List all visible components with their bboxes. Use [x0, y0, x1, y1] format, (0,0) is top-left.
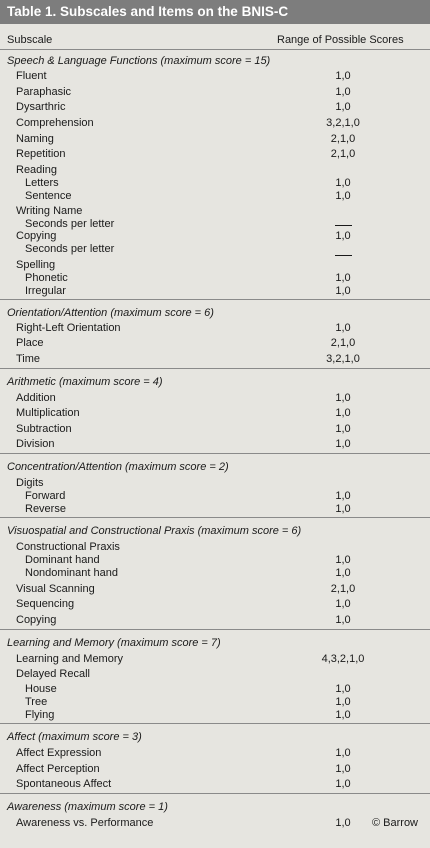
item-label: Constructional Praxis [16, 541, 120, 553]
item-label: Repetition [16, 148, 66, 160]
score-range: 1,0 [335, 86, 351, 98]
item-label: Spontaneous Affect [16, 778, 112, 790]
table-row [0, 85, 430, 100]
item-label: Right-Left Orientation [16, 322, 121, 334]
score-range: 1,0 [335, 101, 351, 113]
item-label: Place [16, 337, 44, 349]
score-range: 1,0 [335, 554, 351, 566]
item-label: Reading [16, 164, 57, 176]
table-row [0, 100, 430, 115]
item-label: Spelling [16, 259, 56, 271]
score-range: 1,0 [335, 614, 351, 626]
table-row [0, 422, 430, 437]
score-range: 3,2,1,0 [326, 117, 360, 129]
item-label: Fluent [16, 70, 47, 82]
score-range: 2,1,0 [330, 337, 356, 349]
item-label: Subtraction [16, 423, 72, 435]
table-row [0, 652, 430, 667]
item-label: Phonetic [25, 272, 68, 284]
score-range: 1,0 [335, 817, 351, 829]
item-label: Forward [25, 490, 66, 502]
score-range: 1,0 [335, 272, 351, 284]
item-label: Awareness vs. Performance [16, 817, 154, 829]
score-range: 1,0 [335, 423, 351, 435]
table-row [0, 746, 430, 761]
table-row [0, 708, 430, 723]
score-range: 1,0 [335, 503, 351, 515]
section-heading [0, 636, 430, 651]
table-row [0, 391, 430, 406]
score-range: 1,0 [335, 709, 351, 721]
section-heading [0, 54, 430, 69]
score-range: 1,0 [335, 438, 351, 450]
item-label: Division [16, 438, 55, 450]
score-range: 3,2,1,0 [326, 353, 360, 365]
item-label: Sentence [25, 190, 72, 202]
score-range: 1,0 [335, 322, 351, 334]
table-row [0, 242, 430, 257]
table-row [0, 613, 430, 628]
section-heading [0, 730, 430, 745]
table-row [0, 189, 430, 204]
fill-in-line [335, 255, 352, 256]
table-row [0, 69, 430, 84]
score-range: 1,0 [335, 683, 351, 695]
table-row [0, 582, 430, 597]
section-divider [0, 453, 430, 454]
item-label: Comprehension [16, 117, 94, 129]
item-label: Nondominant hand [25, 567, 118, 579]
section-title: Learning and Memory (maximum score = 7) [7, 637, 221, 649]
item-label: Irregular [25, 285, 66, 297]
score-range: 1,0 [335, 598, 351, 610]
item-label: Time [16, 353, 41, 365]
table-title: Table 1. Subscales and Items on the BNIS-C [0, 0, 430, 24]
table-row [0, 406, 430, 421]
item-label: Sequencing [16, 598, 75, 610]
copyright-notice: © Barrow [372, 817, 419, 829]
section-heading [0, 460, 430, 475]
score-range: 1,0 [335, 190, 351, 202]
score-range: 1,0 [335, 392, 351, 404]
section-title: Speech & Language Functions (maximum score = 15) [7, 55, 271, 67]
table-row [0, 336, 430, 351]
section-divider [0, 299, 430, 300]
score-range: 1,0 [335, 490, 351, 502]
section-title: Arithmetic (maximum score = 4) [7, 376, 163, 388]
section-divider [0, 629, 430, 630]
item-label: Tree [25, 696, 48, 708]
section-title: Affect (maximum score = 3) [7, 731, 142, 743]
table-row [0, 352, 430, 367]
score-range: 1,0 [335, 778, 351, 790]
score-range: 1,0 [335, 747, 351, 759]
score-range: 2,1,0 [330, 133, 356, 145]
table-row [0, 437, 430, 452]
item-label: Naming [16, 133, 54, 145]
table-row [0, 816, 430, 831]
item-label: Addition [16, 392, 56, 404]
section-divider [0, 368, 430, 369]
item-label: Writing Name [16, 205, 83, 217]
table-row [0, 321, 430, 336]
item-label: Copying [16, 230, 57, 242]
table-row [0, 116, 430, 131]
section-heading [0, 800, 430, 815]
item-label: Multiplication [16, 407, 80, 419]
section-divider [0, 517, 430, 518]
fill-in-line [335, 225, 352, 226]
table-header [0, 31, 430, 50]
item-label: Letters [25, 177, 59, 189]
item-label: House [25, 683, 57, 695]
section-title: Awareness (maximum score = 1) [7, 801, 168, 813]
score-range: 1,0 [335, 407, 351, 419]
section-title: Orientation/Attention (maximum score = 6) [7, 307, 214, 319]
section-heading [0, 524, 430, 539]
item-label: Digits [16, 477, 44, 489]
range-column-header: Range of Possible Scores [277, 34, 404, 46]
item-label: Paraphasic [16, 86, 72, 98]
item-label: Affect Expression [16, 747, 102, 759]
table-row [0, 597, 430, 612]
score-range: 1,0 [335, 763, 351, 775]
score-range: 1,0 [335, 70, 351, 82]
item-label: Reverse [25, 503, 66, 515]
section-heading [0, 306, 430, 321]
table-row [0, 566, 430, 581]
item-label: Flying [25, 709, 55, 721]
table-row [0, 502, 430, 517]
item-label: Seconds per letter [25, 218, 115, 230]
item-label: Visual Scanning [16, 583, 95, 595]
score-range: 1,0 [335, 177, 351, 189]
table-row [0, 777, 430, 792]
table-row [0, 132, 430, 147]
section-divider [0, 793, 430, 794]
table-row [0, 667, 430, 682]
item-label: Delayed Recall [16, 668, 90, 680]
section-heading [0, 375, 430, 390]
table-row [0, 147, 430, 162]
score-range: 1,0 [335, 696, 351, 708]
table-row [0, 284, 430, 299]
item-label: Copying [16, 614, 57, 626]
score-range: 4,3,2,1,0 [321, 653, 365, 665]
item-label: Dominant hand [25, 554, 100, 566]
item-label: Dysarthric [16, 101, 66, 113]
item-label: Seconds per letter [25, 243, 115, 255]
section-title: Concentration/Attention (maximum score = 2) [7, 461, 229, 473]
item-label: Affect Perception [16, 763, 100, 775]
subscale-column-header: Subscale [7, 34, 53, 46]
item-label: Learning and Memory [16, 653, 124, 665]
score-range: 2,1,0 [330, 583, 356, 595]
section-title: Visuospatial and Constructional Praxis (maximum score = 6) [7, 525, 302, 537]
section-divider [0, 723, 430, 724]
table-row [0, 762, 430, 777]
score-range: 1,0 [335, 230, 351, 242]
score-range: 2,1,0 [330, 148, 356, 160]
score-range: 1,0 [335, 567, 351, 579]
score-range: 1,0 [335, 285, 351, 297]
